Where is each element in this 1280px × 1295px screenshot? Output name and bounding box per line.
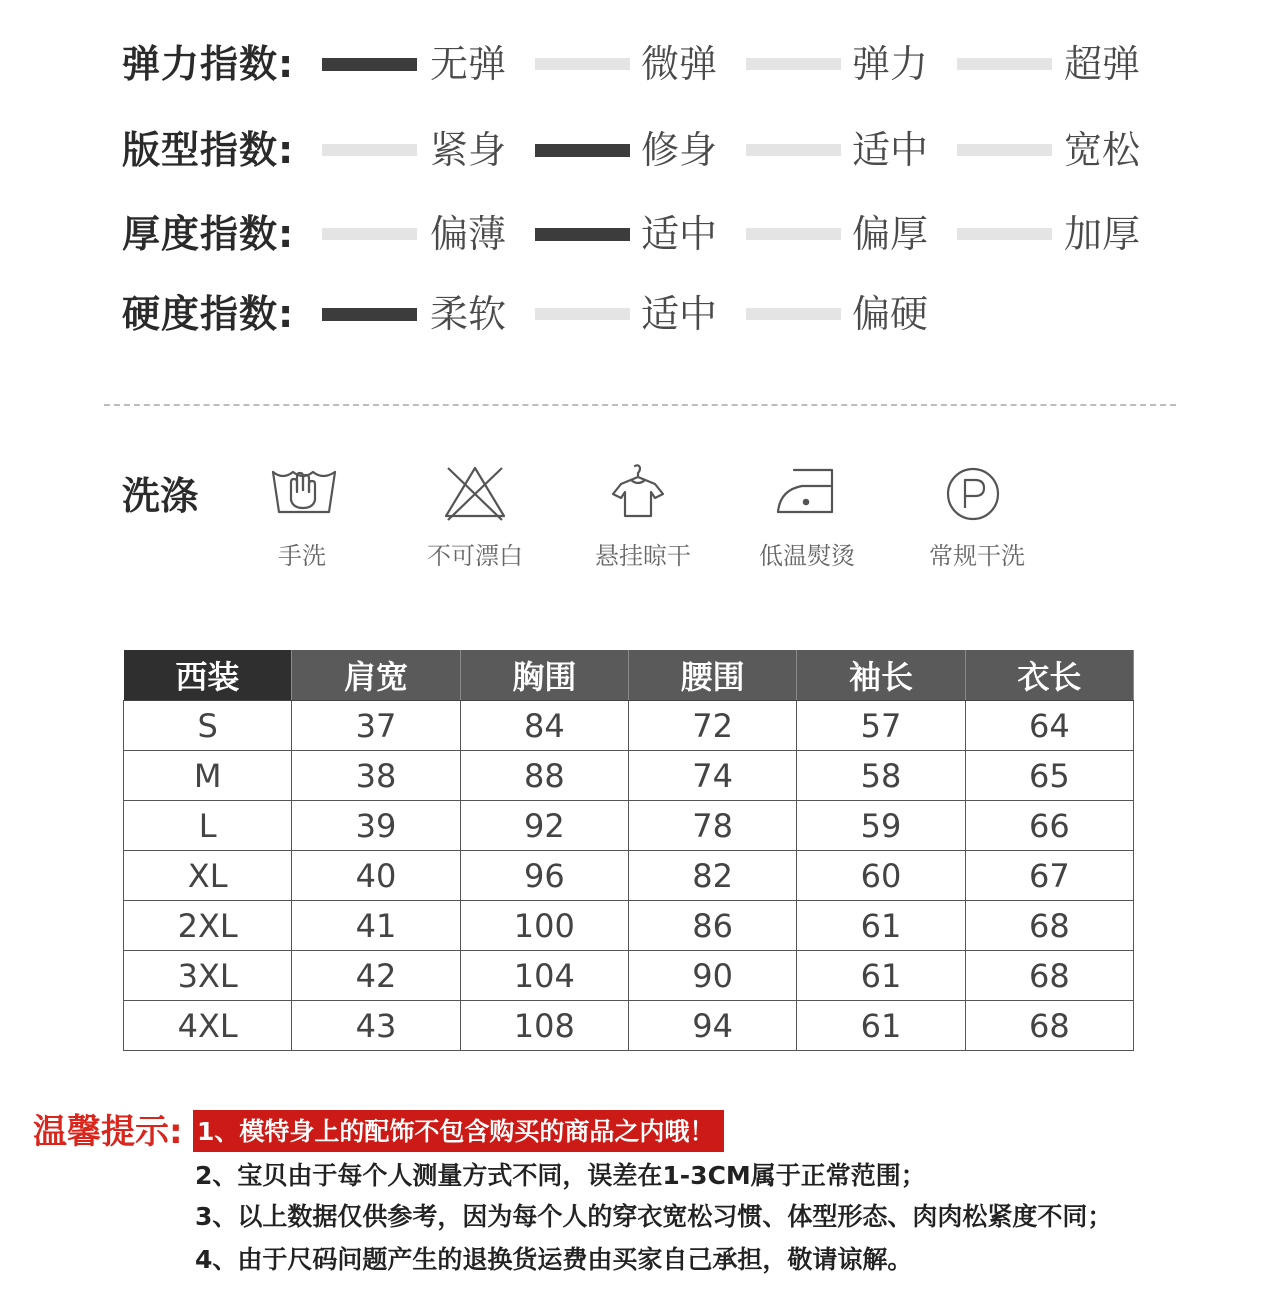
table-cell: 61: [797, 951, 965, 1001]
index-bar: [535, 228, 630, 241]
wash-title: 洗涤: [122, 474, 199, 518]
index-bar: [322, 228, 417, 240]
table-row: [124, 701, 1134, 751]
tip-highlighted: 1、模特身上的配饰不包含购买的商品之内哦！: [193, 1110, 724, 1152]
index-bar: [746, 58, 841, 70]
index-bar: [322, 144, 417, 156]
index-bar: [322, 58, 417, 71]
index-title: 硬度指数:: [122, 292, 295, 336]
table-cell: 37: [292, 701, 460, 751]
table-cell: 68: [965, 951, 1133, 1001]
table-cell: 38: [292, 751, 460, 801]
table-cell: 86: [628, 901, 796, 951]
table-cell: 40: [292, 851, 460, 901]
table-cell: 92: [460, 801, 628, 851]
low-iron-icon: [772, 462, 842, 522]
index-bar: [322, 308, 417, 321]
index-title: 版型指数:: [122, 128, 295, 172]
table-cell: M: [124, 751, 292, 801]
table-cell: 61: [797, 901, 965, 951]
index-option: 偏厚: [852, 212, 929, 256]
index-option: 加厚: [1064, 212, 1141, 256]
tip-item: 4、由于尺码问题产生的退换货运费由买家自己承担，敬请谅解。: [195, 1245, 913, 1274]
table-cell: 96: [460, 851, 628, 901]
care-label: 手洗: [278, 542, 326, 570]
index-bar: [957, 144, 1052, 156]
table-cell: 58: [797, 751, 965, 801]
table-header-cell: 肩宽: [292, 650, 460, 701]
table-cell: 104: [460, 951, 628, 1001]
index-option: 适中: [852, 128, 929, 172]
index-bar: [746, 228, 841, 240]
index-option: 紧身: [430, 128, 507, 172]
table-cell: 60: [797, 851, 965, 901]
dry-clean-p-icon: [939, 462, 1009, 522]
index-row-thickness: [0, 204, 1280, 264]
table-cell: 59: [797, 801, 965, 851]
dashed-divider: [104, 404, 1176, 406]
table-header-cell: 腰围: [628, 650, 796, 701]
care-label: 不可漂白: [427, 542, 523, 570]
table-cell: L: [124, 801, 292, 851]
index-bar: [746, 308, 841, 320]
table-cell: 61: [797, 1001, 965, 1051]
table-cell: 4XL: [124, 1001, 292, 1051]
index-option: 弹力: [852, 42, 929, 86]
table-cell: S: [124, 701, 292, 751]
table-header-cell: 袖长: [797, 650, 965, 701]
no-bleach-icon: [440, 462, 510, 522]
table-cell: 66: [965, 801, 1133, 851]
index-bar: [746, 144, 841, 156]
care-label: 低温熨烫: [759, 542, 855, 570]
table-row: [124, 851, 1134, 901]
table-cell: 108: [460, 1001, 628, 1051]
table-header-cell: 衣长: [965, 650, 1133, 701]
table-row: [124, 1001, 1134, 1051]
table-header-row: [124, 650, 1134, 701]
index-option: 柔软: [430, 292, 507, 336]
index-option: 适中: [641, 212, 718, 256]
index-row-hardness: [0, 284, 1280, 344]
index-option: 偏薄: [430, 212, 507, 256]
index-option: 宽松: [1064, 128, 1141, 172]
index-title: 厚度指数:: [122, 212, 295, 256]
tip-item: 2、宝贝由于每个人测量方式不同，误差在1-3CM属于正常范围；: [195, 1161, 926, 1190]
table-cell: 43: [292, 1001, 460, 1051]
table-cell: 78: [628, 801, 796, 851]
index-title: 弹力指数:: [122, 42, 295, 86]
index-option: 微弹: [641, 42, 718, 86]
index-bar: [535, 308, 630, 320]
table-cell: 90: [628, 951, 796, 1001]
table-cell: 41: [292, 901, 460, 951]
care-label: 常规干洗: [929, 542, 1025, 570]
table-cell: 94: [628, 1001, 796, 1051]
index-bar: [957, 228, 1052, 240]
index-row-elasticity: [0, 34, 1280, 94]
care-label: 悬挂晾干: [595, 542, 691, 570]
table-cell: 67: [965, 851, 1133, 901]
index-option: 偏硬: [852, 292, 929, 336]
table-cell: 65: [965, 751, 1133, 801]
hang-dry-icon: [603, 462, 673, 522]
table-cell: 72: [628, 701, 796, 751]
index-option: 适中: [641, 292, 718, 336]
hand-wash-icon: [269, 462, 339, 522]
index-bar: [957, 58, 1052, 70]
table-cell: 88: [460, 751, 628, 801]
table-cell: XL: [124, 851, 292, 901]
table-cell: 2XL: [124, 901, 292, 951]
tip-item: 3、以上数据仅供参考，因为每个人的穿衣宽松习惯、体型形态、肉肉松紧度不同；: [195, 1202, 1113, 1231]
table-row: [124, 751, 1134, 801]
table-cell: 42: [292, 951, 460, 1001]
table-cell: 68: [965, 1001, 1133, 1051]
table-cell: 100: [460, 901, 628, 951]
table-cell: 74: [628, 751, 796, 801]
table-row: [124, 951, 1134, 1001]
tips-title: 温馨提示:: [33, 1112, 183, 1152]
table-cell: 57: [797, 701, 965, 751]
table-cell: 68: [965, 901, 1133, 951]
table-row: [124, 901, 1134, 951]
size-table: [123, 650, 1134, 1051]
index-row-fit: [0, 120, 1280, 180]
index-option: 无弹: [430, 42, 507, 86]
table-cell: 64: [965, 701, 1133, 751]
table-header-cell: 西装: [124, 650, 292, 701]
index-bar: [535, 144, 630, 157]
table-cell: 3XL: [124, 951, 292, 1001]
table-cell: 84: [460, 701, 628, 751]
table-cell: 39: [292, 801, 460, 851]
table-header-cell: 胸围: [460, 650, 628, 701]
index-option: 超弹: [1064, 42, 1141, 86]
index-bar: [535, 58, 630, 70]
table-row: [124, 801, 1134, 851]
index-option: 修身: [641, 128, 718, 172]
table-cell: 82: [628, 851, 796, 901]
